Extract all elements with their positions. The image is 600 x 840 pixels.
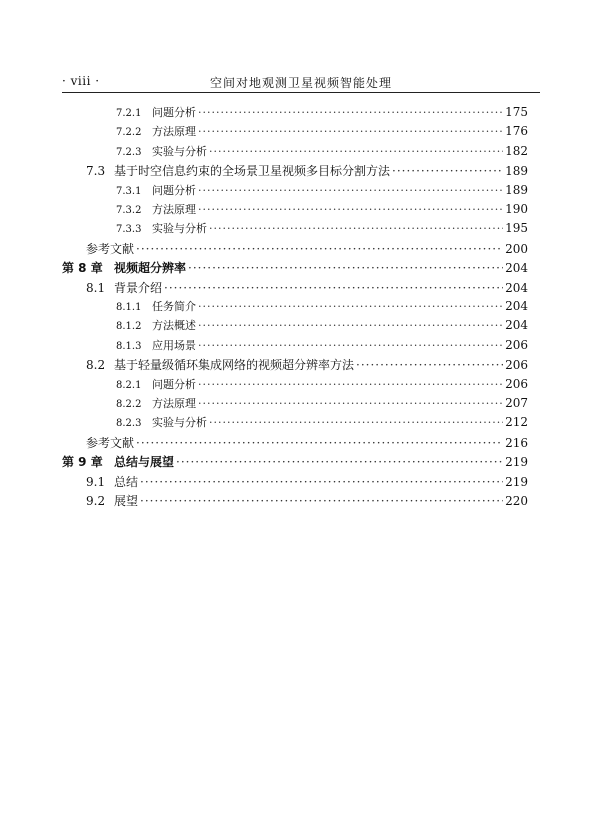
toc-entry-title: 总结与展望 xyxy=(114,455,175,470)
toc-entry-page: 207 xyxy=(505,396,528,410)
toc-entry-page: 219 xyxy=(505,455,528,470)
toc-entry-title: 实验与分析 xyxy=(152,416,207,430)
toc-entry-number: 8.2 xyxy=(86,358,106,373)
toc-entry-title: 基于时空信息约束的全场景卫星视频多目标分割方法 xyxy=(114,164,391,179)
running-title: 空间对地观测卫星视频智能处理 xyxy=(209,76,392,90)
toc-entry-page: 189 xyxy=(505,182,528,197)
toc-entry-page: 175 xyxy=(505,105,528,119)
toc-subsection-entry[interactable] xyxy=(116,395,528,411)
dot-leader xyxy=(209,222,503,235)
toc-entry-title: 方法原理 xyxy=(152,397,196,410)
dot-leader xyxy=(136,436,503,450)
toc-entry-number: 8.1.3 xyxy=(116,340,142,352)
toc-entry-number: 8.1 xyxy=(86,280,106,295)
toc-entry-page: 195 xyxy=(505,221,528,236)
toc-entry-page: 204 xyxy=(505,261,528,276)
toc-subsection-entry[interactable] xyxy=(116,376,528,392)
dot-leader xyxy=(136,242,503,256)
toc-subsection-entry[interactable] xyxy=(116,104,528,120)
toc-entry-title: 问题分析 xyxy=(152,377,196,391)
toc-entry-page: 206 xyxy=(505,358,528,373)
toc-entry-page: 219 xyxy=(505,474,528,489)
dot-leader xyxy=(198,319,503,332)
toc-subsection-entry[interactable] xyxy=(116,337,528,353)
toc-entry-title: 参考文献 xyxy=(86,241,135,256)
dot-leader xyxy=(198,203,503,216)
toc-entry-page: 190 xyxy=(505,202,528,216)
toc-entry-title: 方法原理 xyxy=(152,125,196,139)
toc-entry-number: 第 8 章 xyxy=(62,261,103,276)
toc-references-entry[interactable] xyxy=(86,434,528,451)
dot-leader xyxy=(140,475,503,489)
toc-subsection-entry[interactable] xyxy=(116,123,528,139)
dot-leader xyxy=(198,125,503,138)
toc-entry-title: 方法原理 xyxy=(152,203,196,216)
toc-subsection-entry[interactable] xyxy=(116,298,528,314)
toc-entry-title: 任务简介 xyxy=(152,300,196,313)
toc-entry-number: 8.2.3 xyxy=(116,418,142,430)
dot-leader xyxy=(198,300,503,313)
toc-entry-page: 206 xyxy=(505,376,528,391)
toc-section-entry[interactable] xyxy=(86,279,528,296)
toc-entry-title: 问题分析 xyxy=(152,183,196,197)
toc-entry-page: 204 xyxy=(505,318,528,333)
dot-leader xyxy=(140,494,503,508)
toc-entry-title: 参考文献 xyxy=(86,435,135,450)
toc-entry-title: 总结 xyxy=(114,474,139,489)
toc-entry-number: 8.1.1 xyxy=(116,302,142,313)
dot-leader xyxy=(198,339,503,352)
toc-entry-page: 204 xyxy=(505,299,528,313)
dot-leader xyxy=(188,261,503,275)
toc-entry-number: 7.2.1 xyxy=(116,108,142,119)
toc-entry-page: 200 xyxy=(505,241,528,256)
toc-entry-number: 7.2.3 xyxy=(116,146,142,158)
toc-entry-page: 206 xyxy=(505,337,528,352)
toc-entry-page: 176 xyxy=(505,124,528,139)
page-number: · viii · xyxy=(62,74,100,88)
toc-entry-page: 220 xyxy=(505,494,528,508)
toc-entry-number: 7.3 xyxy=(86,164,106,179)
toc-entry-title: 实验与分析 xyxy=(152,144,207,158)
toc-entry-number: 9.1 xyxy=(86,474,106,489)
toc-entry-number: 7.3.2 xyxy=(116,205,142,216)
toc-entry-title: 背景介绍 xyxy=(114,280,163,295)
toc-entry-number: 7.2.2 xyxy=(116,127,142,139)
toc-entry-title: 展望 xyxy=(114,494,139,508)
dot-leader xyxy=(198,378,503,391)
toc-entry-title: 实验与分析 xyxy=(152,222,207,236)
toc-entry-number: 8.2.1 xyxy=(116,379,142,391)
dot-leader xyxy=(176,455,503,469)
toc-subsection-entry[interactable] xyxy=(116,143,528,159)
dot-leader xyxy=(392,164,503,178)
toc-entry-number: 第 9 章 xyxy=(62,455,103,470)
toc-entry-number: 7.3.3 xyxy=(116,224,142,236)
toc-references-entry[interactable] xyxy=(86,240,528,257)
toc-section-entry[interactable] xyxy=(86,356,528,373)
dot-leader xyxy=(356,358,503,372)
toc-section-entry[interactable] xyxy=(86,473,528,490)
toc-section-entry[interactable] xyxy=(86,162,528,179)
toc-chapter-entry[interactable] xyxy=(62,453,528,470)
toc-subsection-entry[interactable] xyxy=(116,220,528,236)
toc-entry-page: 216 xyxy=(505,435,528,450)
toc-entry-title: 问题分析 xyxy=(152,106,196,119)
dot-leader xyxy=(198,106,503,119)
toc-entry-number: 9.2 xyxy=(86,494,106,508)
toc-entry-number: 8.2.2 xyxy=(116,399,142,410)
toc-subsection-entry[interactable] xyxy=(116,414,528,430)
toc-section-entry[interactable] xyxy=(86,492,528,509)
toc-chapter-entry[interactable] xyxy=(62,259,528,276)
toc-entry-number: 8.1.2 xyxy=(116,321,142,333)
toc-entry-number: 7.3.1 xyxy=(116,185,142,197)
toc-entry-title: 视频超分辨率 xyxy=(114,261,187,276)
dot-leader xyxy=(164,281,503,295)
toc-subsection-entry[interactable] xyxy=(116,317,528,333)
dot-leader xyxy=(209,416,503,429)
dot-leader xyxy=(198,184,503,197)
toc-entry-page: 182 xyxy=(505,143,528,158)
dot-leader xyxy=(198,397,503,410)
toc-entry-title: 方法概述 xyxy=(152,319,196,333)
toc-entry-title: 基于轻量级循环集成网络的视频超分辨率方法 xyxy=(114,358,355,373)
toc-subsection-entry[interactable] xyxy=(116,182,528,198)
dot-leader xyxy=(209,145,503,158)
toc-subsection-entry[interactable] xyxy=(116,201,528,217)
toc-entry-page: 204 xyxy=(505,280,528,295)
toc-entry-title: 应用场景 xyxy=(152,338,196,352)
toc-entry-page: 212 xyxy=(505,415,528,430)
toc-entry-page: 189 xyxy=(505,164,528,179)
